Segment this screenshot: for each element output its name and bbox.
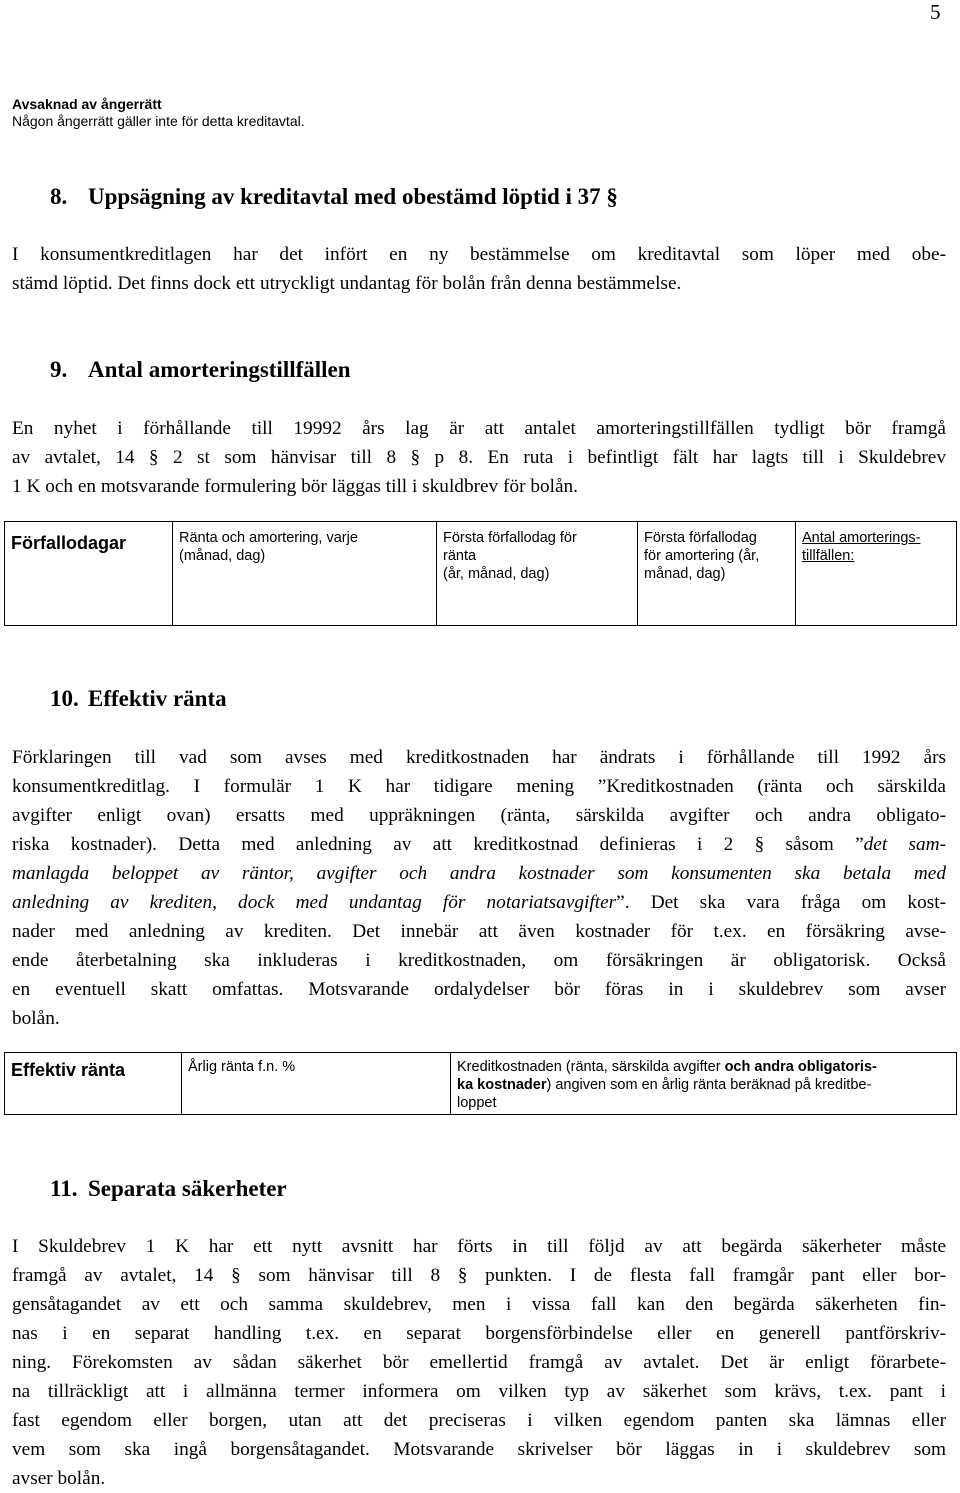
due-dates-label: Förfallodagar: [5, 522, 173, 626]
cell-line: Ränta och amortering, varje: [179, 530, 358, 546]
section-9-title: Antal amorteringstillfällen: [88, 357, 351, 382]
cell-line: tillfällen:: [802, 548, 855, 564]
section-8-paragraph: [12, 240, 946, 298]
paragraph-line-italic: det sam-: [863, 834, 946, 855]
cell-text: Kreditkostnaden (ränta, särskilda avgifter: [457, 1059, 725, 1075]
cell-line: Antal amorterings-: [802, 530, 921, 546]
paragraph-line: avser bolån.: [12, 1468, 106, 1489]
paragraph-line: ende återbetalning ska inkluderas i kreditkostnaden, om försäkringen är obligatorisk. Också: [12, 950, 946, 971]
section-9-heading: [50, 356, 351, 384]
section-10-title: Effektiv ränta: [88, 686, 227, 711]
paragraph-line: [12, 830, 946, 859]
cell-line: (månad, dag): [179, 548, 266, 564]
effective-rate-label: Effektiv ränta: [5, 1053, 182, 1115]
paragraph-line-italic: anledning av krediten, dock med undantag för notariatsavgifter: [12, 892, 617, 913]
cell-text-bold: och andra obligatoris-: [724, 1059, 877, 1075]
paragraph-line: av avtalet, 14 § 2 st som hänvisar till 8 § p 8. En ruta i befintligt fält har lagts till i Skuldebrev: [12, 447, 946, 468]
due-dates-table: [4, 521, 957, 626]
first-amortization-due-cell: [638, 522, 796, 626]
paragraph-line-text: ”. Det ska vara fråga om kost-: [616, 892, 946, 913]
section-9-paragraph: [12, 414, 946, 501]
cell-text: ) angiven som en årlig ränta beräknad på kreditbe-: [546, 1077, 872, 1093]
section-8-title: Uppsägning av kreditavtal med obestämd löptid i 37 §: [88, 184, 618, 209]
paragraph-line-text: riska kostnader). Detta med anledning av att kreditkostnad definieras i 2 § såsom ”: [12, 834, 864, 855]
page-number: 5: [930, 0, 941, 24]
effective-rate-table: [4, 1052, 957, 1115]
section-10-number: 10.: [50, 686, 79, 711]
paragraph-line: I konsumentkreditlagen har det infört en ny bestämmelse om kreditavtal som löper med obe-: [12, 244, 946, 265]
section-11-heading: [50, 1175, 287, 1203]
paragraph-line: Förklaringen till vad som avses med kreditkostnaden har ändrats i förhållande till 1992 års: [12, 747, 946, 768]
section-11-paragraph: [12, 1232, 946, 1493]
cell-line: för amortering (år,: [644, 548, 760, 564]
paragraph-line: I Skuldebrev 1 K har ett nytt avsnitt har förts in till följd av att begärda säkerheter måste: [12, 1236, 946, 1257]
paragraph-line: en eventuell skatt omfattas. Motsvarande ordalydelser bör föras in i skuldebrev som avser: [12, 979, 946, 1000]
cell-line: (år, månad, dag): [443, 566, 550, 582]
cell-line: ränta: [443, 548, 477, 564]
paragraph-line: framgå av avtalet, 14 § som hänvisar till 8 § punkten. I de flesta fall framgår pant eller bor-: [12, 1265, 946, 1286]
section-11-title: Separata säkerheter: [88, 1176, 287, 1201]
paragraph-line: En nyhet i förhållande till 19992 års lag är att antalet amorteringstillfällen tydligt bör framgå: [12, 418, 946, 439]
cell-text-bold: ka kostnader: [457, 1077, 547, 1093]
section-10-paragraph: [12, 743, 946, 1033]
paragraph-line-italic: manlagda beloppet av räntor, avgifter och andra kostnader som konsumenten ska betala med: [12, 863, 946, 884]
paragraph-line: konsumentkreditlag. I formulär 1 K har tidigare mening ”Kreditkostnaden (ränta och särskilda: [12, 776, 946, 797]
credit-cost-description: [451, 1053, 957, 1115]
paragraph-line: nader med anledning av krediten. Det innebär att även kostnader för t.ex. en försäkring avse-: [12, 921, 946, 942]
section-8-number: 8.: [50, 184, 68, 209]
section-10-heading: [50, 685, 227, 713]
paragraph-line: ning. Förekomsten av sådan säkerhet bör emellertid framgå av avtalet. Det är enligt förarbete-: [12, 1352, 946, 1373]
first-interest-due-cell: [437, 522, 638, 626]
cell-line: [457, 1076, 950, 1094]
cell-line: [457, 1058, 950, 1076]
paragraph-line: bolån.: [12, 1008, 60, 1029]
paragraph-line: stämd löptid. Det finns dock ett utryckligt undantag för bolån från denna bestämmelse.: [12, 273, 682, 294]
paragraph-line: [12, 888, 946, 917]
annual-rate-cell: Årlig ränta f.n. %: [182, 1053, 451, 1115]
amortization-count-cell: [796, 522, 957, 626]
cell-line: Första förfallodag för: [443, 530, 577, 546]
section-9-number: 9.: [50, 357, 68, 382]
paragraph-line: na tillräckligt att i allmänna termer informera om vilken typ av säkerhet som krävs, t.ex. pant i: [12, 1381, 946, 1402]
cell-line: Första förfallodag: [644, 530, 757, 546]
paragraph-line: nas i en separat handling t.ex. en separat borgensförbindelse eller en generell pantförskriv-: [12, 1323, 946, 1344]
paragraph-line: vem som ska ingå borgensåtagandet. Motsvarande skrivelser bör läggas in i skuldebrev som: [12, 1439, 946, 1460]
cell-line: månad, dag): [644, 566, 726, 582]
cell-line: loppet: [457, 1095, 497, 1111]
interest-amortization-cell: [173, 522, 437, 626]
paragraph-line: [12, 859, 946, 888]
withdrawal-title: Avsaknad av ångerrätt: [12, 96, 162, 112]
section-11-number: 11.: [50, 1176, 78, 1201]
paragraph-line: avgifter enligt ovan) ersatts med uppräkningen (ränta, särskilda avgifter och andra obligato-: [12, 805, 946, 826]
paragraph-line: fast egendom eller borgen, utan att det preciseras i vilken egendom panten ska lämnas eller: [12, 1410, 946, 1431]
section-8-heading: [50, 183, 618, 211]
paragraph-line: gensåtagandet av ett och samma skuldebrev, men i vissa fall kan den begärda säkerheten fin-: [12, 1294, 946, 1315]
paragraph-line: 1 K och en motsvarande formulering bör läggas till i skuldbrev för bolån.: [12, 476, 578, 497]
withdrawal-text: Någon ångerrätt gäller inte för detta kreditavtal.: [12, 113, 305, 129]
